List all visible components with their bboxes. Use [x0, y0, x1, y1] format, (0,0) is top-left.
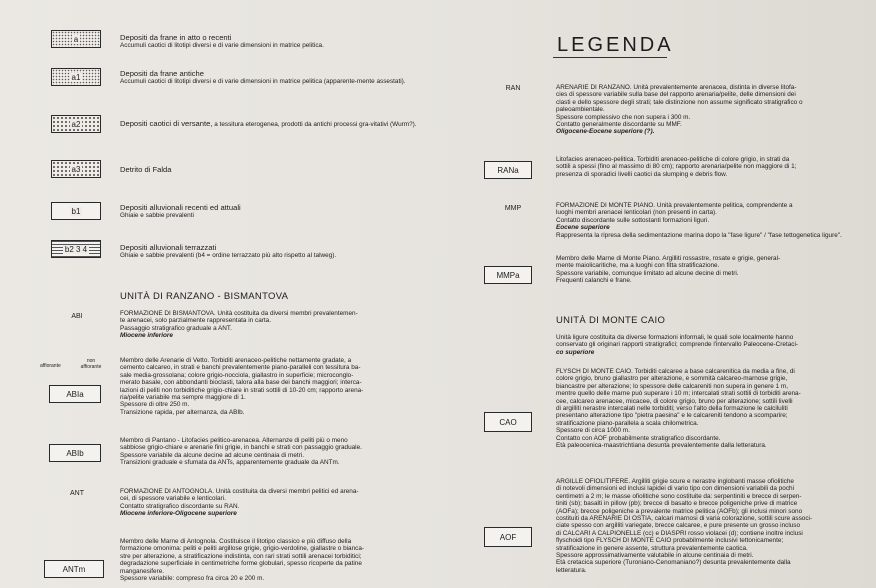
entry-abib-line: Spessore variabile da alcune decine ad alcune centinaia di metri. [120, 451, 305, 459]
entry-abib-line: Transizioni graduale e sfumata da ANTs, apparentemente graduale da ANTm. [120, 459, 340, 467]
deposit-b234-title: Depositi alluvionali terrazzati [120, 243, 217, 252]
deposit-a-desc: Accumuli caotici di litotipi diversi e di varie dimensioni in matrice pelitica. [120, 42, 324, 49]
symbol-box-aof: AOF [484, 527, 532, 547]
symbol-box-mmpa: MMPa [484, 266, 532, 284]
symbol-box-abib: ABIb [49, 444, 101, 462]
entry-abia-line: Spessore di oltre 250 m. [120, 401, 190, 409]
unit-ranzano-heading: UNITÀ DI RANZANO - BISMANTOVA [120, 291, 289, 302]
entry-abia-line: sale media-grossolana; colore grigio-nocciola, giallastro in superficie; microconglo- [120, 371, 354, 379]
code-ant: ANT [70, 490, 84, 497]
entry-ran-line: ARENARIE DI RANZANO. Unità prevalentemente arenacea, distinta in diverse litofa- [556, 84, 797, 91]
symbol-box-a1: a1 [51, 68, 101, 86]
deposit-b234-desc: Ghiaie e sabbie prevalenti (b4 = ordine terrazzato più alto rispetto al talweg). [120, 252, 337, 259]
entry-ran-line: cies di spessore variabile sulla base del rapporto arenaria/pelite, delle dimensioni dei [556, 91, 796, 99]
entry-aof-line: Spessore approssimativamente valutabile in alcune centinaia di metri. [556, 552, 754, 560]
entry-aof-line: costituiti da ARENARIE DI OSTIA, calcari marnosi di varia colorazione, sottili scure associ- [556, 515, 813, 523]
entry-mmp-line: luoghi membri arenacei lenticolari (non presenti in carta). [556, 209, 717, 217]
symbol-box-b234: b2 3 4 [51, 240, 101, 258]
entry-mmp-line: Contatto discordante sulle sottostanti formazioni liguri. [556, 216, 710, 224]
entry-aof-line: di notevoli dimensioni ed inclusi lapidei di vario tipo con dimensioni variabili da pochi [556, 485, 795, 493]
entry-abia [120, 357, 445, 416]
symbol-box-abia: ABIa [49, 385, 101, 403]
non-affiorante-label: non affiorante [80, 358, 102, 370]
entry-abib-line: sabbiose grigio-chiare e arenarie fini grigie, in banchi e strati con passaggio graduale. [120, 444, 362, 452]
entry-mmp-line: FORMAZIONE DI MONTE PIANO. Unità prevalentemente pelitica, comprendente a [556, 202, 793, 209]
entry-ant [120, 488, 440, 518]
affiorante-label: affiorante [40, 363, 61, 369]
entry-cao-line: colore grigio, bruno giallastro per alterazione, e sommità calcareo-marnose grigie, [556, 375, 788, 383]
legend-title: LEGENDA [557, 34, 674, 56]
deposit-a1-title: Depositi da frane antiche [120, 69, 205, 78]
entry-abia-line: Membro delle Arenarie di Vetto. Torbiditi arenaceo-pelitiche nettamente gradate, a [120, 357, 352, 364]
symbol-box-rana: RANa [484, 161, 532, 179]
entry-cao-line: Spessore di circa 1000 m. [556, 427, 630, 435]
deposit-b1-desc: Ghiaie e sabbie prevalenti [120, 212, 194, 219]
entry-cao-line: biancastre per alterazione; lo spessore delle calcareniti non supera in genere 1 m, [556, 382, 788, 390]
entry-mmp [556, 202, 872, 239]
entry-mmp-age: Eocene superiore [556, 224, 610, 232]
entry-ran-age: Oligocene-Eocene superiore (?). [556, 128, 655, 136]
entry-cao-age: Età paleocenica-maastrichtiana desunta prevalentemente dalla letteratura. [556, 442, 767, 450]
entry-ant-line: Contatto stratigrafico discordante su RAN. [120, 502, 240, 510]
entry-mmpa-line: Spessore variabile, comunque limitato ad alcune decine di metri. [556, 269, 739, 277]
deposit-b234-text [120, 243, 450, 259]
entry-antm-line: Membro delle Marne di Antognola. Costituisce il litotipo classico e più diffuso della [120, 538, 352, 545]
entry-aof-line: letteratura. [556, 566, 587, 574]
entry-aof-line: centimetri a 2 m; le masse ofiolitiche sono costituite da: serpentiniti e brecce di serpen- [556, 492, 802, 500]
entry-aof-line: flyschoidi tipo FLYSCH DI MONTE CAIO probabilmente inclusivi tettonicamente; [556, 537, 784, 545]
entry-aof-line: di CALCARI A CALPIONELLE (cc) e DIASPRI rosso violacei (d); contiene inoltre inclusi [556, 529, 803, 537]
symbol-box-antm: ANTm [44, 560, 104, 578]
entry-abia-line: Transizione rapida, per alternanza, da ABIb. [120, 408, 245, 416]
entry-antm-line: stre per alterazione, a stratificazione indistinta, con rari strati sottili arenacei torbiditici; [120, 552, 362, 560]
deposit-a-title: Depositi da frane in atto o recenti [120, 33, 232, 42]
entry-aof-line: (AOFa); brecce poligeniche a prevalente matrice pelitica (AOFb); gli inclusi minori sono [556, 507, 803, 515]
deposit-a3-text [120, 165, 440, 174]
entry-mmpa-line: Membro delle Marne di Monte Piano. Argilliti rossastre, rosate e grigie, general- [556, 255, 781, 262]
symbol-box-a3: a3 [51, 160, 101, 178]
symbol-box-a: a [51, 30, 101, 48]
entry-cao-line: stratificazione piano-parallela a scala chilometrica. [556, 419, 699, 427]
entry-cao-line: di argilliti nerastre intercalati nelle torbiditi; verso l'alto della formazione le calciluliti [556, 405, 788, 413]
entry-abib [120, 437, 445, 467]
symbol-box-cao: CAO [484, 412, 532, 432]
symbol-box-b1: b1 [51, 202, 101, 220]
entry-rana [556, 156, 872, 178]
entry-ran-line: clasti e dello spessore degli strati; tale distinzione non assume significato stratigrafico o [556, 98, 803, 106]
entry-aof-line: ciate spesso con argilliti variegate, brecce calcaree, e pure presente un grosso incluso [556, 522, 801, 530]
entry-ant-line: cei, di spessore variabile e lenticolari. [120, 495, 226, 503]
caio-intro-age: co superiore [556, 348, 595, 356]
entry-cao-line: mentre quello delle marne può superare i 10 m; intercalati strati sottili di torbiditi arena- [556, 390, 801, 398]
deposit-a2-text [120, 119, 440, 128]
deposit-a1-desc: Accumuli caotici di litotipi diversi e di varie dimensioni in matrice pelitica (apparente-mente assestati). [120, 78, 406, 85]
entry-abi-line: te arenacei, solo parzialmente rappresentata in carta. [120, 317, 271, 325]
entry-ran [556, 84, 872, 136]
entry-cao-line: presentano alterazione tipo "pietra paesina" e le calcareniti tendono a scomparire; [556, 412, 788, 420]
entry-mmpa-line: mente maiolicaritiche, ma a luoghi con fitta stratificazione. [556, 262, 720, 270]
entry-aof-line: ARGILLE OFIOLITIFERE. Argilliti grigie scure e nerastre inglobanti masse ofiolitiche [556, 478, 794, 485]
entry-antm-line: degradazione superficiale in centimetriche forme globulari, spesso ricoperte da patine [120, 560, 362, 568]
entry-abia-line: ria/pelite variabile ma sempre maggiore di 1. [120, 394, 246, 402]
entry-abia-line: lazioni di peliti non torbiditiche grigio-chiare in strati sottili di 10-20 cm; rapporto arena- [120, 386, 364, 394]
deposit-a2-desc: a tessitura eterogenea, prodotti da antichi processi gra-vitativi (Wurm?). [212, 121, 417, 128]
entry-cao-line: Contatto con AOF probabilmente stratigrafico discordante. [556, 434, 721, 442]
deposit-a-text [120, 33, 440, 49]
entry-mmpa-line: Frequenti calanchi e frane. [556, 277, 632, 285]
entry-antm-line: Spessore variabile: compreso fra circa 20 e 200 m. [120, 575, 265, 583]
caio-intro-line: conservato gli originari rapporti stratigrafici; comprende l'intervallo Paleocene-Cretaci- [556, 341, 799, 349]
entry-cao [556, 368, 872, 449]
unit-caio-heading: UNITÀ DI MONTE CAIO [556, 315, 666, 326]
entry-abib-line: Membro di Pantano - Litofacies pelitico-arenacea. Alternanze di peliti più o meno [120, 437, 348, 444]
entry-ant-line: FORMAZIONE DI ANTOGNOLA. Unità costituita da diversi membri pelitici ed arena- [120, 488, 359, 495]
code-abi: ABI [71, 313, 83, 320]
entry-rana-line: presenza di sporadici livelli caotici da slumping e debris flow. [556, 170, 728, 178]
deposit-b1-title: Depositi alluvionali recenti ed attuali [120, 203, 241, 212]
caio-intro [556, 334, 872, 356]
entry-abia-line: cemento calcareo, in strati e banchi prevalentemente piano-paralleli con tessitura ba- [120, 364, 361, 372]
deposit-a3-title: Detrito di Falda [120, 165, 172, 174]
entry-mmpa [556, 255, 872, 285]
entry-antm-line: manganesifere. [120, 567, 165, 575]
entry-aof-line: tiniti (sb); basalti in pillow (pb); brecce di basalto e brecce poligeniche prive di matrice [556, 500, 798, 508]
entry-ant-age: Miocene inferiore-Oligocene superiore [120, 510, 237, 518]
entry-ran-line: Contatto generalmente discordante su MMF. [556, 121, 682, 129]
entry-aof-line: stratificazione in genere assente, struttura prevalentemente caotica. [556, 544, 748, 552]
entry-abi-line: FORMAZIONE DI BISMANTOVA. Unità costituita da diversi membri prevalentemen- [120, 310, 358, 317]
entry-ran-line: Spessore complessivo che non supera i 300 m. [556, 113, 691, 121]
entry-mmp-note: Rappresenta la ripresa della sedimentazione marina dopo la "fase ligure" / "fase tettogenetica ligure". [556, 231, 842, 239]
entry-cao-line: cee, calcareo arenacee, micacee, di colore grigio, bruno per alterazione; sottili livelli [556, 397, 793, 405]
entry-antm-line: formazione omonima: peliti e peliti argillose grigie, grigio-verdoline, giallastre o bianca- [120, 545, 365, 553]
entry-rana-line: Litofacies arenaceo-pelitica. Torbiditi arenaceo-pelitiche di colore grigio, in strati da [556, 156, 790, 163]
entry-aof-line: Età cretacica superiore (Turoniano-Cenomaniano?) desunta prevalentemente dalla [556, 559, 791, 567]
entry-ran-line: paleoambientale. [556, 106, 605, 114]
symbol-box-a2: a2 [51, 115, 101, 133]
deposit-b1-text [120, 203, 440, 219]
entry-abi-line: Passaggio stratigrafico graduale a ANT. [120, 324, 232, 332]
deposit-a2-title: Depositi caotici di versante, [120, 119, 213, 128]
code-mmp: MMP [504, 205, 522, 212]
entry-cao-line: FLYSCH DI MONTE CAIO. Torbiditi calcaree a base calcarenitica da media a fine, di [556, 368, 795, 375]
entry-aof [556, 478, 872, 574]
entry-antm [120, 538, 440, 582]
entry-abi [120, 310, 440, 340]
caio-intro-line: Unità ligure costituita da diverse formazioni informali, le quali sole localmente hanno [556, 334, 794, 341]
legend-title-underline [553, 57, 667, 58]
code-ran: RAN [505, 85, 521, 92]
entry-rana-line: sottili a spessi (fino al massimo di 80 cm); rapporto arenaria/pelite non maggiore di 1; [556, 163, 797, 171]
deposit-a1-text [120, 69, 440, 85]
entry-abia-line: merato basale, con abbondanti bioclasti, talora alla base dei banchi maggiori; interca- [120, 379, 362, 387]
entry-abi-age: Miocene inferiore [120, 332, 173, 340]
